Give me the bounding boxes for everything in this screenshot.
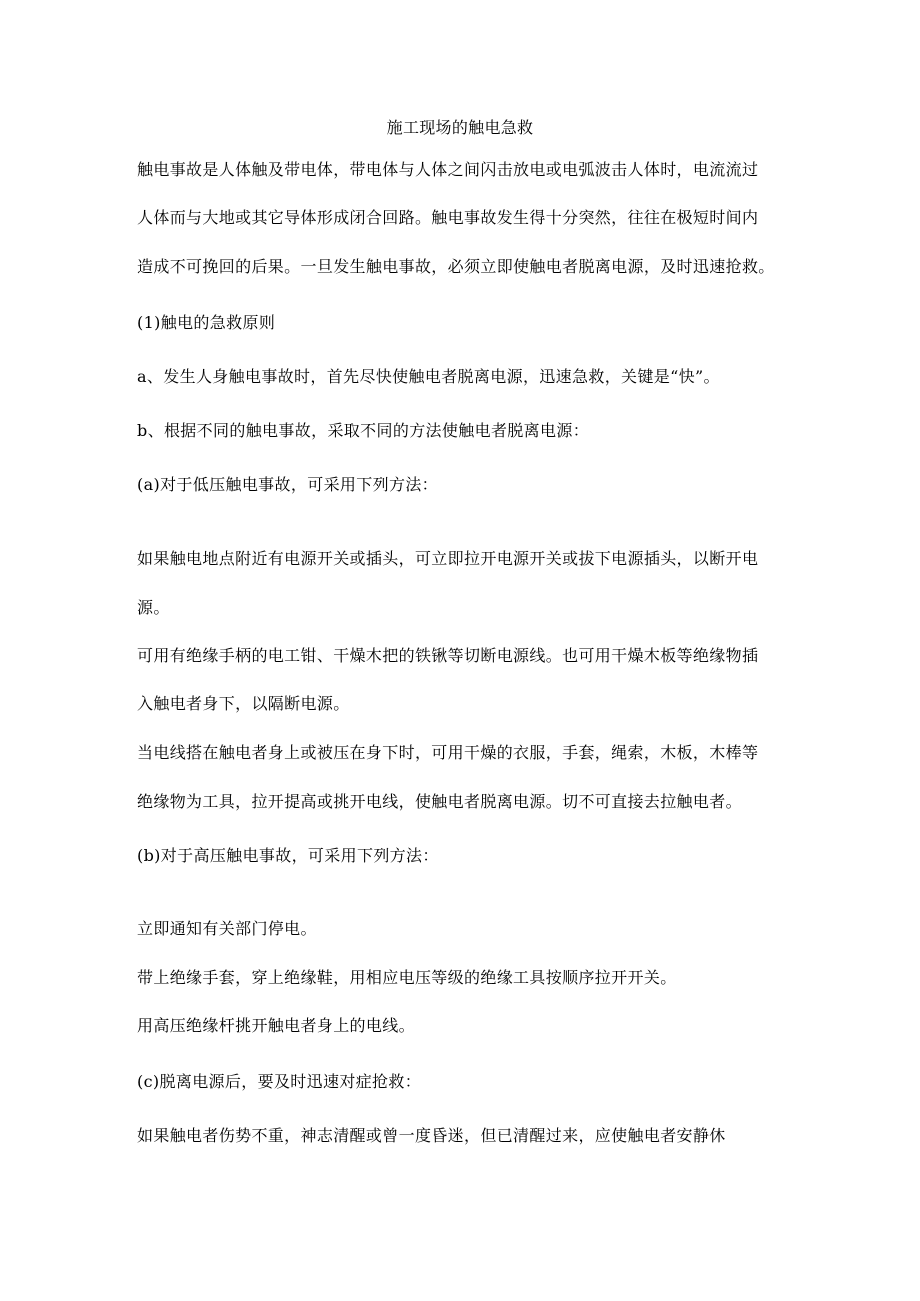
paragraph-line: 人体而与大地或其它导体形成闭合回路。触电事故发生得十分突然，往往在极短时间内 <box>137 208 759 227</box>
paragraph-line: 带上绝缘手套，穿上绝缘鞋，用相应电压等级的绝缘工具按顺序拉开开关。 <box>137 968 677 987</box>
list-item: b、根据不同的触电事故，采取不同的方法使触电者脱离电源： <box>137 421 590 440</box>
paragraph-line: 触电事故是人体触及带电体，带电体与人体之间闪击放电或电弧波击人体时，电流流过 <box>137 160 759 179</box>
paragraph-line: 入触电者身下，以隔断电源。 <box>137 694 350 713</box>
paragraph-line: 当电线搭在触电者身上或被压在身下时，可用干燥的衣服，手套，绳索，木板，木棒等 <box>137 743 759 762</box>
paragraph-line: 如果触电者伤势不重，神志清醒或曾一度昏迷，但已清醒过来，应使触电者安静休 <box>137 1126 726 1145</box>
list-item: a、发生人身触电事故时，首先尽快使触电者脱离电源，迅速急救，关键是“快”。 <box>137 367 720 386</box>
paragraph-line: 可用有绝缘手柄的电工钳、干燥木把的铁锹等切断电源线。也可用干燥木板等绝缘物插 <box>137 646 759 665</box>
paragraph-line: 如果触电地点附近有电源开关或插头，可立即拉开电源开关或拔下电源插头，以断开电 <box>137 549 759 568</box>
section-heading: (1)触电的急救原则 <box>137 313 276 332</box>
paragraph-line: 造成不可挽回的后果。一旦发生触电事故，必须立即使触电者脱离电源，及时迅速抢救。 <box>137 257 775 276</box>
subsection-heading: (a)对于低压触电事故，可采用下列方法： <box>137 475 439 494</box>
paragraph-line: 绝缘物为工具，拉开提高或挑开电线，使触电者脱离电源。切不可直接去拉触电者。 <box>137 792 742 811</box>
document-title: 施工现场的触电急救 <box>386 118 534 137</box>
paragraph-line: 源。 <box>137 598 170 617</box>
paragraph-line: 立即通知有关部门停电。 <box>137 919 317 938</box>
subsection-heading: (c)脱离电源后，要及时迅速对症抢救： <box>137 1072 422 1091</box>
paragraph-line: 用高压绝缘杆挑开触电者身上的电线。 <box>137 1016 415 1035</box>
subsection-heading: (b)对于高压触电事故，可采用下列方法： <box>137 846 439 865</box>
